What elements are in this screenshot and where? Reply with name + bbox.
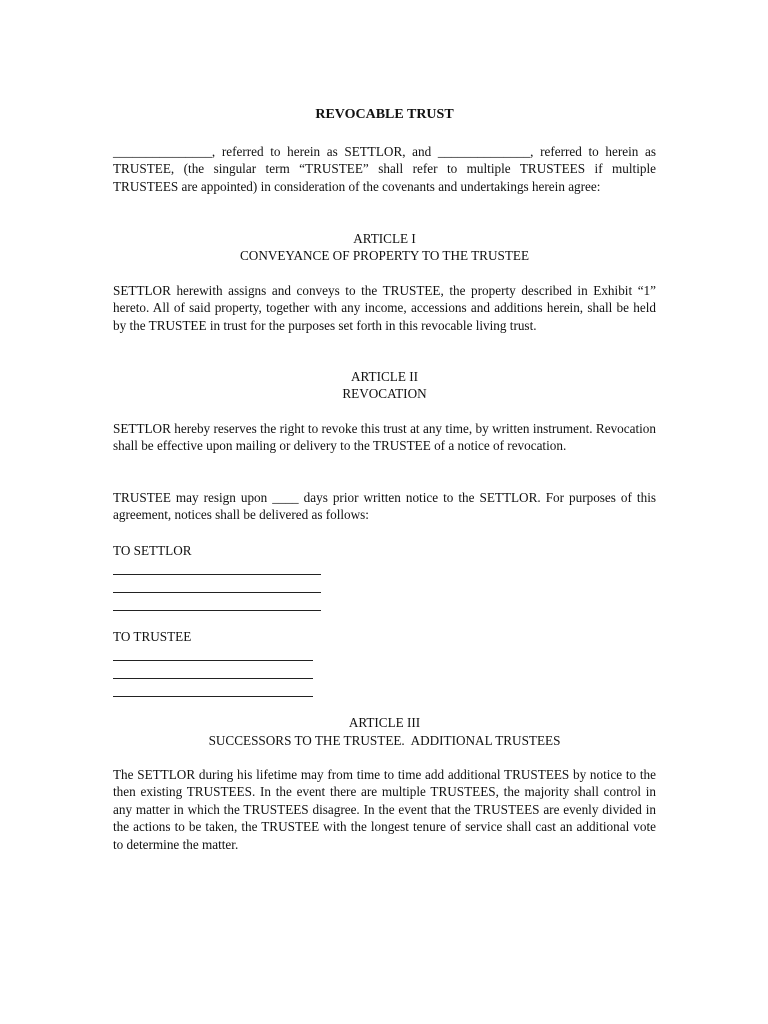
article-1-number: ARTICLE I [353,231,416,246]
document-title: REVOCABLE TRUST [315,107,454,122]
article-2-body-revocation: SETTLOR hereby reserves the right to revoke this trust at any time, by written instrument. Revocation shall be effective upon mailing or delivery to the TRUSTEE of a notice of revocation. [113,421,656,454]
article-3-heading: SUCCESSORS TO THE TRUSTEE. ADDITIONAL TRUSTEES [208,733,561,748]
trustee-address-line-1[interactable] [113,660,313,661]
trustee-address-line-2[interactable] [113,678,313,679]
to-trustee-label: TO TRUSTEE [113,629,192,644]
article-3-number: ARTICLE III [348,715,421,730]
article-3-body: The SETTLOR during his lifetime may from time to time add additional TRUSTEES by notice to the then existing TRUSTEES. In the event there are multiple TRUSTEES, the majority shall control in any matter in which the TRUSTEES disagree. In the event that the TRUSTEES are evenly divided in the actions to be taken, the TRUSTEE with the longest tenure of service shall cast an additional vote to determine the matter. [113,767,656,852]
settlor-address-line-3[interactable] [113,610,321,611]
intro-paragraph: _______________, referred to herein as SETTLOR, and ______________, referred to herein as TRUSTEE, (the singular term “TRUSTEE” shall refer to multiple TRUSTEES if multiple TRUSTEES are appointed) in consideration of the covenants and undertakings herein agree: [113,144,656,194]
article-1-body: SETTLOR herewith assigns and conveys to the TRUSTEE, the property described in Exhibit “1” hereto. All of said property, together with any income, accessions and additions herein, shall be held by the TRUSTEE in trust for the purposes set forth in this revocable living trust. [113,283,656,333]
article-2-number: ARTICLE II [351,369,418,384]
settlor-address-line-1[interactable] [113,574,321,575]
to-settlor-label: TO SETTLOR [113,543,192,558]
settlor-address-line-2[interactable] [113,592,321,593]
article-2-body-resignation: TRUSTEE may resign upon ____ days prior written notice to the SETTLOR. For purposes of this agreement, notices shall be delivered as follows: [113,490,656,523]
article-1-heading: CONVEYANCE OF PROPERTY TO THE TRUSTEE [240,248,529,263]
article-2-heading: REVOCATION [342,386,427,401]
trustee-address-line-3[interactable] [113,696,313,697]
